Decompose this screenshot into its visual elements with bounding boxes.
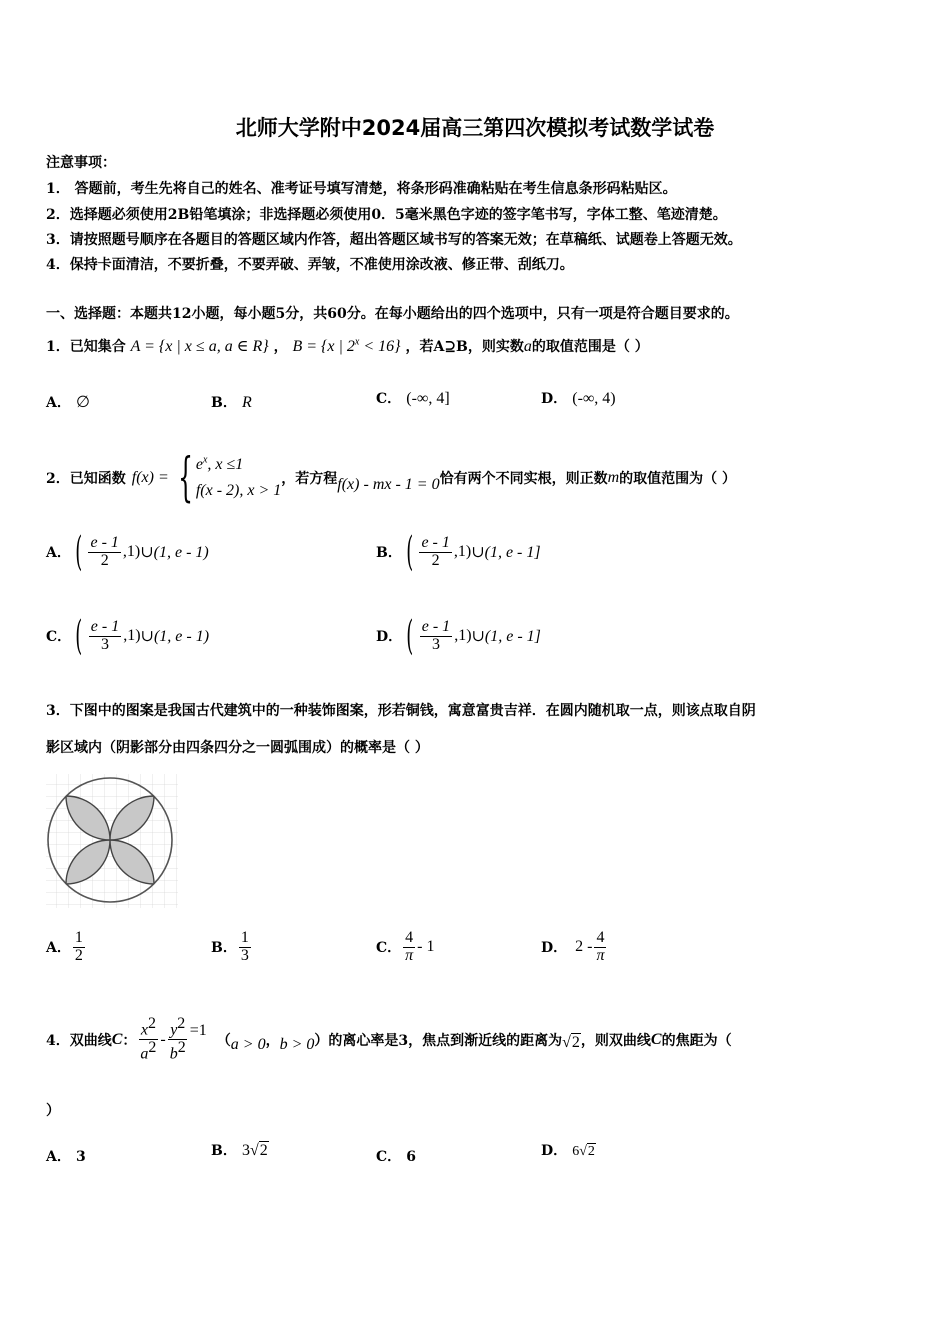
q4-cond-sep: ， [265, 1032, 280, 1049]
option-letter: D． [541, 391, 568, 407]
fraction-numerator: 1 [240, 929, 249, 946]
q1-prefix: 1．已知集合 [46, 339, 126, 355]
option-paren: ( [406, 613, 414, 659]
q1-set-b-head: B = {x | 2 [292, 338, 355, 355]
q4-prefix: 4．双曲线 [46, 1032, 112, 1049]
option-radicand: 2 [587, 1144, 595, 1159]
q4-frac-x [138, 1016, 158, 1063]
option-post: - 1 [417, 938, 435, 956]
q2-suffix2: 的取值范围为（ ） [619, 471, 737, 487]
q1-option-a[interactable] [46, 392, 90, 412]
q3-option-b[interactable] [211, 930, 253, 965]
fraction-numerator: 1 [74, 929, 83, 946]
option-letter: D． [541, 1143, 568, 1159]
q1-comma: ， [273, 339, 288, 355]
option-tail: ,1) [454, 627, 472, 644]
option-tail: ,1) [122, 543, 141, 560]
fraction-numerator: e - 1 [90, 617, 120, 635]
option-letter: B． [211, 940, 237, 957]
q4-cond-close: ） [314, 1032, 329, 1049]
q1-suffix: ，若A⊇B，则实数 [405, 339, 524, 355]
q2-case-1-tail: , x ≤1 [207, 456, 244, 474]
q2-equation: f(x) - mx - 1 = 0 [337, 476, 440, 493]
q4-option-d[interactable] [541, 1140, 596, 1160]
q2-piecewise [196, 452, 281, 503]
option-letter: B． [211, 395, 237, 411]
option-letter: A． [46, 940, 71, 957]
q4-frac-y-num [168, 1016, 187, 1040]
fraction-numerator: 4 [596, 929, 605, 946]
option-letter: C． [376, 1149, 402, 1165]
option-pre: 2 - [575, 938, 593, 956]
option-fraction [73, 930, 85, 965]
q2-option-a[interactable] [46, 529, 209, 575]
q4-a-exp: 2 [148, 1039, 157, 1057]
option-fraction [594, 930, 606, 965]
option-value: (-∞, 4) [572, 390, 616, 407]
option-paren: ( [406, 529, 414, 575]
q4-option-b[interactable] [211, 1140, 269, 1160]
option-fraction [239, 930, 251, 965]
q2-option-c[interactable] [46, 613, 210, 659]
q2-case-1-exp: x [202, 455, 208, 467]
question-3-line-2: 影区域内（阴影部分由四条四分之一圆弧围成）的概率是（ ） [46, 740, 429, 756]
option-letter: C． [376, 940, 402, 957]
q2-case-2: f(x - 2), x > 1 [195, 482, 282, 499]
fraction-denominator: π [405, 946, 414, 964]
option-paren: ( [75, 613, 83, 659]
q4-minus: - [160, 1030, 166, 1048]
q1-option-b[interactable] [211, 392, 252, 412]
option-letter: C． [376, 391, 402, 407]
q4-a: a [140, 1045, 149, 1063]
option-letter: A． [46, 1149, 71, 1165]
fraction-numerator: e - 1 [421, 533, 450, 551]
option-letter: A． [46, 545, 71, 561]
q4-b-exp: 2 [177, 1039, 186, 1057]
q4-sqrt-radicand: 2 [571, 1033, 580, 1051]
option-root: √2 [579, 1144, 595, 1159]
q1-suffix2: 的取值范围是（ ） [531, 339, 649, 355]
q2-case-1-base: e [195, 456, 203, 474]
q4-c-2: C [650, 1030, 662, 1048]
q2-case-1 [196, 452, 281, 478]
fraction-denominator: π [596, 946, 605, 964]
option-fraction [420, 619, 452, 654]
q1-var: a [523, 338, 532, 355]
q4-x-exp: 2 [147, 1015, 156, 1032]
option-letter: D． [541, 940, 568, 957]
notes-heading: 注意事项： [46, 155, 116, 171]
fraction-numerator: 4 [405, 929, 414, 946]
fraction-numerator: e - 1 [90, 533, 119, 551]
q1-set-a: A = {x | x ≤ a, a ∈ R} [130, 338, 269, 355]
fraction-denominator: 3 [431, 635, 440, 653]
q1-set-b [292, 338, 400, 355]
q1-set-b-exp: x [354, 336, 360, 348]
option-value: (-∞, 4] [406, 390, 450, 407]
q4-option-a[interactable] [46, 1146, 86, 1166]
option-value: 6 [406, 1149, 416, 1165]
option-coef: 6 [572, 1144, 580, 1159]
option-coef: 3 [241, 1142, 250, 1159]
q4-suffix2: 的焦距为（ [661, 1032, 732, 1049]
q4-cond-2: b > 0 [279, 1035, 315, 1053]
option-value: R [241, 394, 252, 411]
q2-suffix: 恰有两个不同实根，则正数 [439, 471, 608, 487]
fraction-denominator: 3 [240, 946, 249, 964]
q1-option-d[interactable] [541, 388, 616, 408]
question-4 [46, 1016, 732, 1063]
q4-y-exp: 2 [177, 1015, 186, 1032]
q3-option-c[interactable] [376, 930, 435, 965]
q4-b: b [169, 1045, 178, 1063]
q4-frac-x-den [138, 1040, 158, 1063]
q3-option-a[interactable] [46, 930, 87, 965]
option-letter: C． [46, 629, 72, 645]
q4-eq1: =1 [189, 1021, 207, 1039]
q2-option-b[interactable] [376, 529, 541, 575]
option-letter: D． [376, 629, 403, 645]
note-item-4: 4．保持卡面清洁，不要折叠，不要弄破、弄皱，不准使用涂改液、修正带、刮纸刀。 [46, 257, 574, 273]
page-title: 北师大学附中2024届高三第四次模拟考试数学试卷 [235, 116, 715, 140]
q4-y: y [170, 1021, 178, 1039]
q1-set-b-tail: < 16} [359, 338, 401, 355]
option-radicand: 2 [259, 1142, 268, 1159]
fraction-denominator: 3 [100, 635, 109, 653]
q4-cond-open: （ [216, 1032, 231, 1049]
option-root: √2 [249, 1142, 268, 1159]
q4-option-c[interactable] [376, 1146, 416, 1166]
q4-colon: ： [122, 1032, 137, 1049]
option-union: ∪(1, e - 1) [140, 628, 210, 645]
q4-frac-y [168, 1016, 188, 1063]
section-header: 一、选择题：本题共12小题，每小题5分，共60分。在每小题给出的四个选项中，只有一项是符合题目要求的。 [46, 306, 739, 322]
note-item-2: 2．选择题必须使用2B铅笔填涂；非选择题必须使用0．5毫米黑色字迹的签字笔书写，字体工整、笔迹清楚。 [46, 207, 727, 223]
q2-var: m [607, 469, 620, 486]
coin-pattern-figure [44, 772, 180, 910]
q4-mid: 的离心率是3，焦点到渐近线的距离为 [328, 1032, 563, 1049]
option-tail: ,1) [453, 543, 472, 560]
fraction-numerator: e - 1 [421, 617, 451, 635]
note-item-1: 1． 答题前，考生先将自己的姓名、准考证号填写清楚，将条形码准确粘贴在考生信息条形码粘贴区。 [46, 181, 677, 197]
q2-fx: f(x) = [131, 469, 169, 486]
q2-option-d[interactable] [376, 613, 541, 659]
option-tail: ,1) [123, 627, 141, 644]
option-letter: A． [46, 395, 71, 411]
q4-close-paren: ） [46, 1103, 60, 1119]
option-fraction [403, 930, 415, 965]
q4-cond-1: a > 0 [230, 1035, 266, 1053]
question-3-line-1: 3．下图中的图案是我国古代建筑中的一种装饰图案，形若铜钱，寓意富贵吉祥．在圆内随机取一点，则该点取自阴 [46, 703, 756, 719]
q3-option-d[interactable] [541, 930, 608, 965]
q2-prefix: 2．已知函数 [46, 471, 126, 487]
fraction-denominator: 2 [74, 946, 83, 964]
question-2 [46, 448, 737, 508]
q4-x: x [140, 1021, 148, 1039]
q2-brace: { [177, 448, 193, 508]
fraction-denominator: 2 [100, 551, 109, 569]
option-union: ∪(1, e - 1] [471, 544, 541, 561]
q4-c: C [111, 1030, 123, 1048]
option-value: 3 [75, 1149, 86, 1165]
option-union: ∪(1, e - 1) [140, 544, 209, 561]
question-1 [46, 336, 649, 356]
note-item-3: 3．请按照题号顺序在各题目的答题区域内作答，超出答题区域书写的答案无效；在草稿纸、试题卷上答题无效。 [46, 232, 742, 248]
q1-option-c[interactable] [376, 388, 450, 408]
option-value: ∅ [75, 394, 90, 411]
q2-mid: ，若方程 [281, 471, 338, 487]
fraction-denominator: 2 [431, 551, 440, 569]
option-fraction [88, 535, 120, 570]
option-union: ∪(1, e - 1] [471, 628, 541, 645]
option-fraction [89, 619, 121, 654]
option-fraction [419, 535, 451, 570]
q4-frac-x-num [139, 1016, 158, 1040]
q4-sqrt: √2 [562, 1033, 580, 1051]
option-letter: B． [211, 1143, 237, 1159]
option-letter: B． [376, 545, 402, 561]
q4-suffix: ，则双曲线 [580, 1032, 651, 1049]
option-paren: ( [75, 529, 83, 575]
q4-frac-y-den [168, 1040, 188, 1063]
